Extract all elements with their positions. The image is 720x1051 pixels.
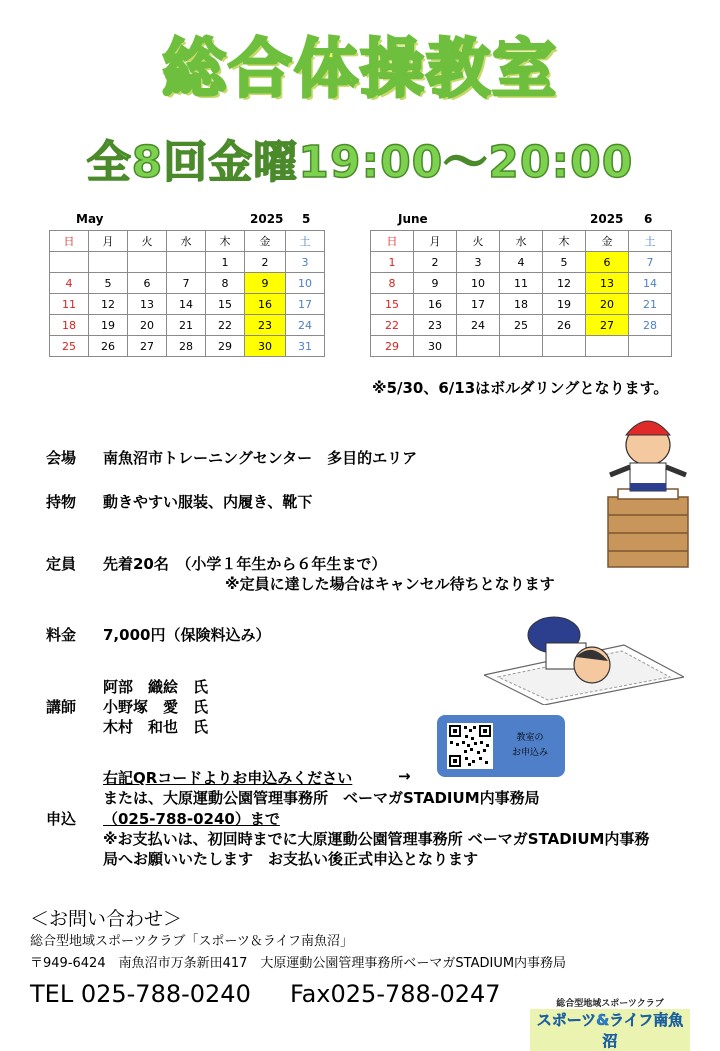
- calendar-day: [457, 336, 500, 357]
- calendar-day: 3: [457, 252, 500, 273]
- may-month-num: 5: [302, 212, 311, 226]
- club-logo: [530, 996, 690, 1050]
- calendar-day: 31: [286, 336, 325, 357]
- may-year: 2025: [250, 212, 284, 226]
- contact-address: 〒949-6424 南魚沼市万条新田417 大原運動公園管理事務所ベーマガSTADIUM内事務局: [30, 956, 567, 971]
- instructor-1: 阿部 織絵 氏: [103, 678, 209, 696]
- calendar-day: 9: [245, 273, 286, 294]
- calendar-day: 26: [89, 336, 128, 357]
- venue-value: 南魚沼市トレーニングセンター 多目的エリア: [103, 449, 418, 467]
- fee-label: 料金: [46, 626, 77, 644]
- items-label: 持物: [46, 493, 77, 511]
- logo-top-text: 総合型地域スポーツクラブ: [556, 999, 664, 1009]
- apply-line4: ※お支払いは、初回時までに大原運動公園管理事務所 ベーマガSTADIUM内事務: [103, 830, 650, 848]
- june-month-name: June: [398, 212, 428, 226]
- calendar-day: 15: [206, 294, 245, 315]
- calendar-day: 30: [414, 336, 457, 357]
- calendar-day: 17: [457, 294, 500, 315]
- calendar-day: 9: [414, 273, 457, 294]
- calendar-day: 12: [89, 294, 128, 315]
- calendar-day: 4: [50, 273, 89, 294]
- logo-main-text: スポーツ&ライフ南魚沼: [530, 1009, 690, 1051]
- calendar-day: 6: [128, 273, 167, 294]
- contact-org: 総合型地域スポーツクラブ「スポーツ＆ライフ南魚沼」: [30, 934, 354, 949]
- instructor-2: 小野塚 愛 氏: [103, 698, 209, 716]
- weekday-header: 月: [414, 231, 457, 252]
- calendar-day: 22: [206, 315, 245, 336]
- fee-value: 7,000円（保険料込み）: [103, 626, 271, 644]
- calendar-day: 14: [167, 294, 206, 315]
- calendar-day: 25: [50, 336, 89, 357]
- calendar-day: 27: [128, 336, 167, 357]
- schedule-subtitle: 全8回金曜19:00～20:00: [86, 137, 634, 188]
- calendar-day: 7: [167, 273, 206, 294]
- calendar-day: [50, 252, 89, 273]
- apply-line2: または、大原運動公園管理事務所 ベーマガSTADIUM内事務局: [103, 789, 540, 807]
- calendar-day: 25: [500, 315, 543, 336]
- apply-label: 申込: [46, 810, 77, 828]
- calendar-day: [89, 252, 128, 273]
- calendar-day: 26: [543, 315, 586, 336]
- weekday-header: 金: [245, 231, 286, 252]
- weekday-header: 月: [89, 231, 128, 252]
- calendar-day: 19: [89, 315, 128, 336]
- calendar-day: 11: [50, 294, 89, 315]
- calendar-day: [629, 336, 672, 357]
- calendar-day: 15: [371, 294, 414, 315]
- may-month-name: May: [76, 212, 104, 226]
- calendar-may: [49, 230, 325, 357]
- calendar-day: 7: [629, 252, 672, 273]
- calendar-day: [586, 336, 629, 357]
- calendar-day: 28: [167, 336, 206, 357]
- calendar-day: 22: [371, 315, 414, 336]
- calendar-day: 3: [286, 252, 325, 273]
- calendar-day: 5: [89, 273, 128, 294]
- items-value: 動きやすい服装、内履き、靴下: [103, 493, 313, 511]
- calendar-day: 6: [586, 252, 629, 273]
- calendar-day: 20: [128, 315, 167, 336]
- calendar-day: 13: [586, 273, 629, 294]
- qr-caption: [501, 731, 559, 761]
- calendar-day: 18: [50, 315, 89, 336]
- contact-tel: TEL 025-788-0240: [30, 980, 251, 1008]
- weekday-header: 火: [128, 231, 167, 252]
- weekday-header: 土: [629, 231, 672, 252]
- calendar-day: 12: [543, 273, 586, 294]
- calendar-day: 10: [286, 273, 325, 294]
- instructors-label: 講師: [46, 698, 77, 716]
- calendar-day: 20: [586, 294, 629, 315]
- capacity-note: ※定員に達した場合はキャンセル待ちとなります: [225, 575, 555, 593]
- calendar-day: 19: [543, 294, 586, 315]
- calendar-day: 28: [629, 315, 672, 336]
- qr-application-box[interactable]: [437, 715, 565, 777]
- calendar-day: 5: [543, 252, 586, 273]
- apply-arrow: →: [398, 767, 411, 785]
- calendar-day: 24: [457, 315, 500, 336]
- vaulting-box-illustration: [600, 405, 692, 570]
- calendar-day: 29: [206, 336, 245, 357]
- calendar-day: 17: [286, 294, 325, 315]
- weekday-header: 水: [500, 231, 543, 252]
- apply-line5: 局へお願いいたします お支払い後正式申込となります: [103, 850, 479, 868]
- calendar-june: [370, 230, 672, 357]
- weekday-header: 火: [457, 231, 500, 252]
- page-title: 総合体操教室: [162, 33, 558, 107]
- weekday-header: 土: [286, 231, 325, 252]
- calendar-day: 16: [245, 294, 286, 315]
- calendar-day: 30: [245, 336, 286, 357]
- calendar-day: 23: [245, 315, 286, 336]
- forward-roll-illustration: [484, 605, 684, 705]
- weekday-header: 日: [371, 231, 414, 252]
- calendar-day: 16: [414, 294, 457, 315]
- calendar-day: 24: [286, 315, 325, 336]
- calendar-day: 14: [629, 273, 672, 294]
- capacity-label: 定員: [46, 555, 77, 573]
- calendar-note: ※5/30、6/13はボルダリングとなります。: [372, 379, 669, 397]
- calendar-day: [167, 252, 206, 273]
- venue-label: 会場: [46, 449, 77, 467]
- capacity-value: 先着20名 （小学１年生から６年生まで）: [103, 555, 387, 573]
- calendar-day: 29: [371, 336, 414, 357]
- calendar-day: 27: [586, 315, 629, 336]
- calendar-day: 2: [414, 252, 457, 273]
- calendar-day: 2: [245, 252, 286, 273]
- calendar-day: 8: [206, 273, 245, 294]
- qr-caption-line2: お申込み: [511, 748, 548, 758]
- calendar-day: 1: [371, 252, 414, 273]
- calendar-day: 13: [128, 294, 167, 315]
- contact-heading: ＜お問い合わせ＞: [30, 908, 183, 930]
- calendar-day: 21: [167, 315, 206, 336]
- weekday-header: 金: [586, 231, 629, 252]
- contact-fax: Fax025-788-0247: [290, 980, 501, 1008]
- june-month-num: 6: [644, 212, 653, 226]
- calendar-day: 10: [457, 273, 500, 294]
- calendar-day: 23: [414, 315, 457, 336]
- qr-caption-line1: 教室の: [516, 733, 544, 743]
- calendar-day: 11: [500, 273, 543, 294]
- weekday-header: 木: [543, 231, 586, 252]
- calendar-day: 1: [206, 252, 245, 273]
- calendar-day: 21: [629, 294, 672, 315]
- weekday-header: 水: [167, 231, 206, 252]
- calendar-day: 4: [500, 252, 543, 273]
- qr-code-icon[interactable]: [447, 723, 493, 769]
- instructor-3: 木村 和也 氏: [103, 718, 209, 736]
- calendar-day: [500, 336, 543, 357]
- apply-line3: （025‐788‐0240）まで: [103, 810, 280, 828]
- calendar-day: 18: [500, 294, 543, 315]
- calendar-day: [543, 336, 586, 357]
- apply-line1: 右記QRコードよりお申込みください: [103, 769, 353, 787]
- weekday-header: 日: [50, 231, 89, 252]
- calendar-day: 8: [371, 273, 414, 294]
- weekday-header: 木: [206, 231, 245, 252]
- calendar-day: [128, 252, 167, 273]
- june-year: 2025: [590, 212, 624, 226]
